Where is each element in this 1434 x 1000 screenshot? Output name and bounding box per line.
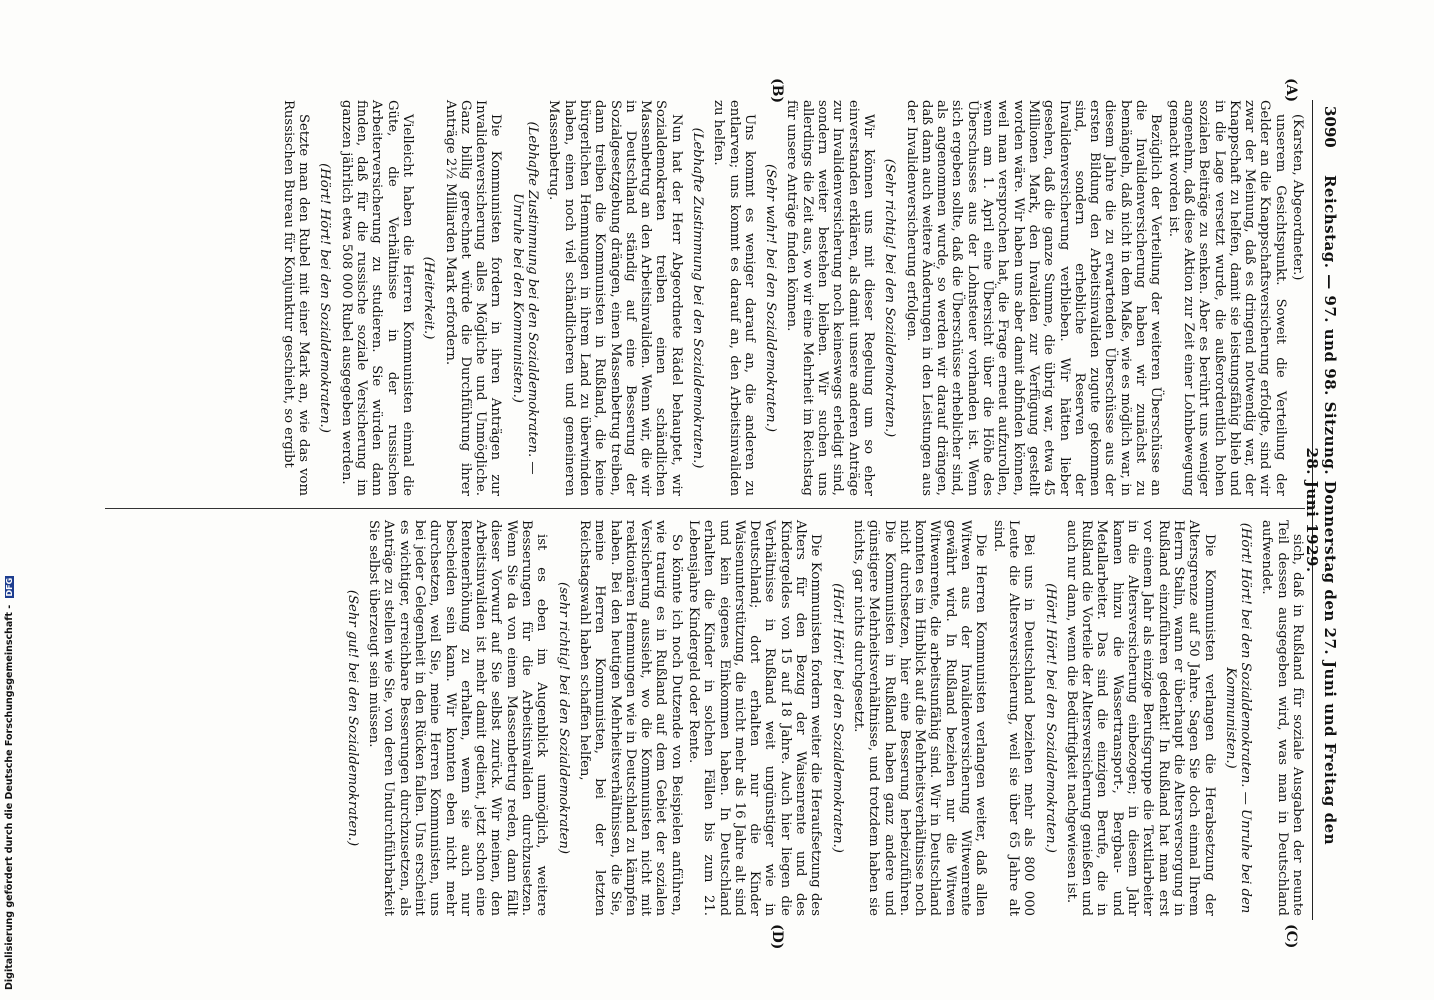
document-page bbox=[105, 78, 1345, 950]
right-text-column bbox=[105, 520, 1305, 916]
dfg-logo: DFG bbox=[5, 577, 14, 597]
paragraph: Die Herren Kommunisten verlangen weiter, daß allen Witwen aus der Invalidenversicherung Witwenrente gewährt wird. In Rußland beziehen nur die Witwen Witwenrente, die arbeitsunfähig sind. Wir in Deutschland konnten es im Hinblick auf die Mehrheitsverhältnisse noch nicht durchsetzen, hier eine Besserung herbeizuführen. Die Kommunisten in Rußland haben ganz andere und günstigere Mehrheitsverhältnisse, und trotzdem haben sie nichts, gar nichts durchgesetzt. bbox=[850, 520, 989, 916]
interjection: (Hört! Hört! bei den Sozialdemokraten.) bbox=[1042, 583, 1058, 853]
paragraph: (Karsten, Abgeordneter.) bbox=[1290, 114, 1305, 281]
page-title: Reichstag. — 97. und 98. Sitzung. Donnerstag den 27. Juni und Freitag den 28. Juni 1929. bbox=[1303, 174, 1339, 846]
interjection: (Hört! Hört! bei den Sozialdemokraten.) bbox=[317, 163, 333, 433]
paragraph: Setzte man den Rubel mit einer Mark an, wie das vom Russischen Bureau für Konjunktur geschieht, so ergibt bbox=[280, 100, 312, 496]
paragraph: Vielleicht haben die Herren Kommunisten einmal die Güte, die Verhältnisse in der russischen Arbeiterversicherung zu studieren. Sie würden dann finden, daß für die russische soziale Versicherung im ganzen jährlich etwa 508 000 Rubel ausgegeben werden. bbox=[338, 100, 415, 496]
paragraph: sich, daß in Rußland für soziale Ausgaben der neunte Teil dessen ausgegeben wird, was man in Deutschland aufwendet. bbox=[1259, 520, 1305, 916]
margin-mark-b: (B) bbox=[769, 78, 785, 104]
page-number: 3090 bbox=[1321, 106, 1339, 148]
digitization-credit bbox=[4, 0, 18, 1000]
margin-mark-c: (C) bbox=[1283, 924, 1299, 949]
paragraph: Wir können uns mit dieser Regelung um so eher einverstanden erklären, als damit unsere anderen Anträge zur Invalidenversicherung noch keineswegs erledigt sind, sondern weiter bestehen bleiben. Wir suchen uns allerdings die Zeit aus, wo wir eine Mehrheit im Reichstag für unsere Anträge finden können. bbox=[784, 100, 876, 496]
credit-text: Digitalisierung gefördert durch die Deutsche Forschungsgemeinschaft - bbox=[4, 604, 15, 990]
column-divider bbox=[105, 508, 1305, 509]
interjection: (Heiterkeit.) bbox=[421, 256, 437, 340]
interjection: (Hört! Hört! bei den Sozialdemokraten.) bbox=[829, 583, 845, 853]
paragraph: Bei uns in Deutschland beziehen mehr als 800 000 Leute die Altersversicherung, weil sie über 65 Jahre alt sind. bbox=[990, 520, 1037, 916]
page-header bbox=[1303, 100, 1345, 920]
paragraph: Bezüglich der Verteilung der weiteren Überschüsse an die Invalidenversicherung haben wir zunächst zu bemängeln, daß nicht in dem Maße, wie es möglich war, in diesem Jahre die zu erwartenden Überschüsse aus der ersten Bildung den Arbeitsinvaliden zugute gekommen sind, sondern erhebliche Reserven der Invalidenversicherung verblieben. Wir hätten lieber gesehen, daß die ganze Summe, die übrig war, etwa 45 Millionen Mark, den Invaliden zur Verfügung gestellt worden wäre. Wir haben uns aber damit abfinden können, weil man versprochen hat, die Frage erneut aufzurollen, wenn am 1. April eine Übersicht über die Höhe des Überschusses aus der Lohnsteuer vorhanden ist. Wenn sich ergeben sollte, daß die Überschüsse erheblicher sind, als angenommen wurde, so werden wir darauf drängen, daß dann auch weitere Änderungen in den Leistungen aus der Invalidenversicherung erfolgen. bbox=[903, 100, 1164, 496]
interjection: (Lebhafte Zustimmung bei den Sozialdemokraten. — Unruhe bei den Kommunisten.) bbox=[509, 121, 541, 475]
interjection: (Lebhafte Zustimmung bei den Sozialdemokraten.) bbox=[690, 127, 706, 469]
paragraph: Die Kommunisten fordern in ihren Anträgen zur Invalidenversicherung alles Mögliche und Unmögliche. Ganz billig gerechnet würde die Durchführung ihrer Anträge 2½ Milliarden Mark erfordern. bbox=[442, 100, 504, 496]
interjection: (sehr richtig! bei den Sozialdemokraten) bbox=[555, 582, 571, 854]
paragraph: So könnte ich noch Dutzende von Beispielen anführen, wie traurig es in Rußland auf dem Gebiet der sozialen Versicherung aussieht, wo die Kommunisten nicht mit reaktionären Hemmungen wie in Deutschland zu kämpfen haben. Bei den heutigen Mehrheitsverhältnissen, die Sie, meine Herren Kommunisten, bei der letzten Reichstagswahl haben schaffen helfen, bbox=[576, 520, 684, 916]
interjection: (Sehr wahr! bei den Sozialdemokraten.) bbox=[763, 164, 779, 432]
paragraph: Die Kommunisten verlangen die Herabsetzung der Altersgrenze auf 50 Jahre. Sagen Sie doch einmal Ihrem Herrn Stalin, wann er überhaupt die Altersversorgung in Rußland einzuführen gedenkt! In Rußland hat man erst vor einem Jahr als einzige Berufsgruppe die Textilarbeiter in die Altersversicherung einbezogen; in diesem Jahr kamen hinzu die Wassertransport-, Bergbau- und Metallarbeiter. Das sind die einzigen Berufe, die in Rußland die Vorteile der Altersversicherung genießen und auch nur dann, wenn die Bedürftigkeit nachgewiesen ist. bbox=[1063, 520, 1217, 916]
paragraph: Die Kommunisten fordern weiter die Heraufsetzung des Alters für den Bezug der Waisenrente und des Kindergeldes von 15 auf 18 Jahre. Auch hier liegen die Verhältnisse in Rußland weit ungünstiger wie in Deutschland; dort erhalten nur die Kinder Waisenunterstützung, die nicht mehr als 16 Jahre alt sind und kein eigenes Einkommen haben. In Deutschland erhalten die Kinder in solchen Fällen bis zum 21. Lebensjahre Kindergeld oder Rente. bbox=[686, 520, 824, 916]
paragraph: unserem Gesichtspunkt. Soweit die Verteilung der Gelder an die Knappschaftsversicherung erfolgte, sind wir zwar der Meinung, daß es dringend notwendig war, der Knappschaft zu helfen, damit sie leistungsfähig blieb und in die Lage versetzt wurde, die außerordentlich hohen sozialen Beiträge zu senken. Aber es berührt uns weniger angenehm, daß diese Aktion zur Zeit einer Lohnbewegung gemacht worden ist. bbox=[1165, 100, 1288, 496]
paragraph: ist es eben im Augenblick unmöglich, weitere Besserungen für die Arbeitsinvaliden durchzusetzen. Wenn Sie da von einem Massenbetrug reden, dann fällt dieser Vorwurf auf Sie selbst zurück. Wir meinen, den Arbeitsinvaliden ist mehr damit gedient, jetzt schon eine Rentenerhöhung zu erhalten, wenn sie auch nur bescheiden sein kann. Wir konnten eben nicht mehr durchsetzen, weil Sie, meine Herren Kommunisten, uns bei jeder Gelegenheit in den Rücken fallen. Uns erscheint es wichtiger, erreichbare Besserungen durchzusetzen, als Anträge zu stellen wie Sie, von deren Undurchführbarkeit Sie selbst überzeugt sein müssen. bbox=[366, 520, 550, 916]
interjection: (Hört! Hört! bei den Sozialdemokraten. — Unruhe bei den Kommunisten.) bbox=[1222, 522, 1254, 914]
paragraph: Nun hat der Herr Abgeordnete Rädel behauptet, wir Sozialdemokraten treiben einen schändlichen Massenbetrug an den Arbeitsinvaliden. Wenn wir, die wir in Deutschland ständig auf eine Besserung der Sozialgesetzgebung drängen, einen Massenbetrug treiben, dann treiben die Kommunisten in Rußland, die keine bürgerlichen Hemmungen in ihrem Land zu überwinden haben, einen noch viel schändlicheren und gemeineren Massenbetrug. bbox=[546, 100, 684, 496]
paragraph: Uns kommt es weniger darauf an, die anderen zu entlarven; uns kommt es darauf an, den Arbeitsinvaliden zu helfen. bbox=[711, 100, 757, 496]
margin-mark-d: (D) bbox=[769, 924, 785, 950]
margin-mark-a: (A) bbox=[1283, 78, 1299, 103]
left-text-column bbox=[105, 100, 1305, 496]
interjection: (Sehr richtig! bei den Sozialdemokraten.) bbox=[882, 158, 898, 438]
interjection: (Sehr gut! bei den Sozialdemokraten.) bbox=[344, 589, 360, 847]
